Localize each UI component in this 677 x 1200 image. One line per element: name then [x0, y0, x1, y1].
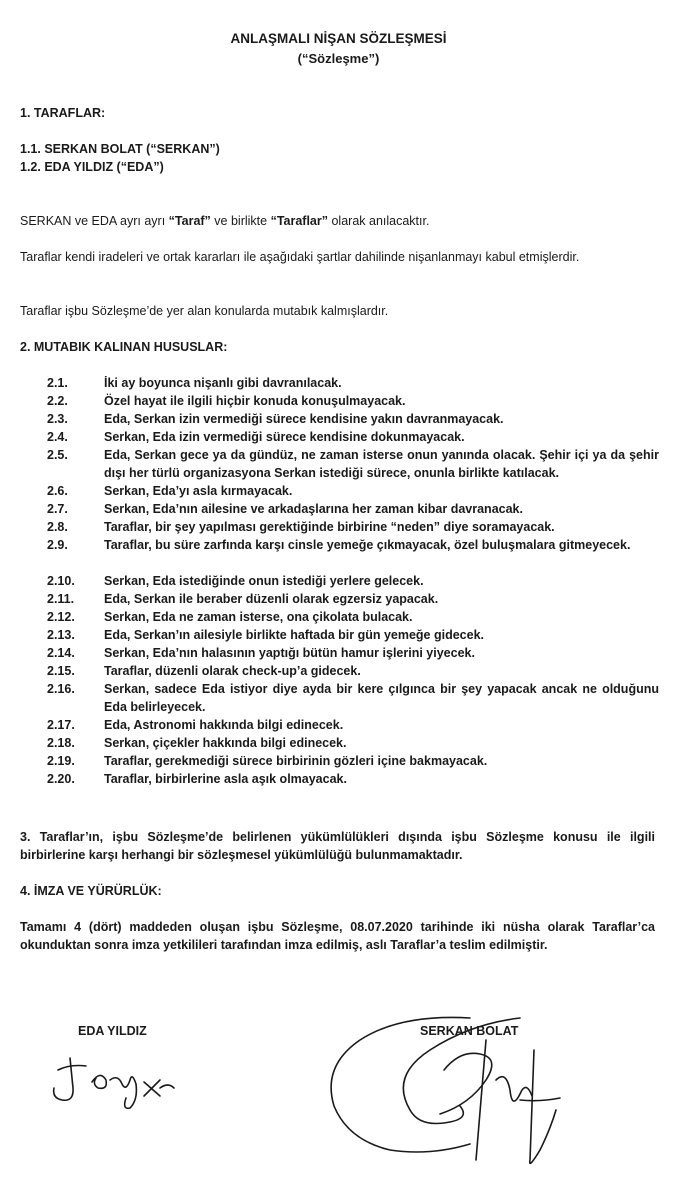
- clause-item: [47, 644, 659, 662]
- clause-text: Eda, Serkan’ın ailesiyle birlikte haftada bir gün yemeğe gidecek.: [104, 628, 485, 642]
- clause-item: [47, 536, 659, 554]
- clause-text: Eda, Astronomi hakkında bilgi edinecek.: [104, 718, 344, 732]
- clause-item: [47, 626, 659, 644]
- clause-number: 2.14.: [47, 646, 75, 660]
- document-subtitle: (“Sözleşme”): [297, 51, 380, 66]
- party-2: 1.2. EDA YILDIZ (“EDA”): [20, 160, 164, 174]
- clause-text: Serkan, Eda izin vermediği sürece kendisine dokunmayacak.: [104, 430, 465, 444]
- clause-item: [47, 428, 659, 446]
- clause-item: [47, 374, 659, 392]
- clause-text: İki ay boyunca nişanlı gibi davranılacak.: [104, 376, 342, 390]
- clause-number: 2.2.: [47, 394, 68, 408]
- definition-text-before: SERKAN ve EDA ayrı ayrı: [20, 214, 169, 228]
- definition-term-taraflar: “Taraflar”: [270, 214, 328, 228]
- clause-item: [47, 446, 659, 482]
- clause-text: Özel hayat ile ilgili hiçbir konuda konuşulmayacak.: [104, 394, 406, 408]
- clause-text: Serkan, çiçekler hakkında bilgi edinecek.: [104, 736, 347, 750]
- agreement-paragraph: Taraflar kendi iradeleri ve ortak kararları ile aşağıdaki şartlar dahilinde nişanlanmayı kabul etmişlerdir.: [20, 250, 580, 264]
- clause-number: 2.20.: [47, 772, 75, 786]
- clause-number: 2.13.: [47, 628, 75, 642]
- clause-number: 2.3.: [47, 412, 68, 426]
- clause-text: Serkan, Eda ne zaman isterse, ona çikolata bulacak.: [104, 610, 413, 624]
- document-title: ANLAŞMALI NİŞAN SÖZLEŞMESİ: [230, 31, 447, 46]
- clause-item: [47, 500, 659, 518]
- clause-text: Serkan, sadece Eda istiyor diye ayda bir kere çılgınca bir şey yapacak ancak ne olduğunu Eda belirleyecek.: [104, 682, 659, 714]
- definition-text-after: olarak anılacaktır.: [328, 214, 430, 228]
- clause-text: Serkan, Eda’nın halasının yaptığı bütün hamur işlerini yiyecek.: [104, 646, 475, 660]
- clause-text: Eda, Serkan izin vermediği sürece kendisine yakın davranmayacak.: [104, 412, 504, 426]
- clause-number: 2.6.: [47, 484, 68, 498]
- parties-definition-paragraph: [20, 212, 655, 230]
- clause-item: [47, 572, 659, 590]
- clause-number: 2.17.: [47, 718, 75, 732]
- clause-item: [47, 410, 659, 428]
- definition-term-taraf: “Taraf”: [168, 214, 211, 228]
- consensus-paragraph: Taraflar işbu Sözleşme’de yer alan konularda mutabık kalmışlardır.: [20, 304, 389, 318]
- clause-item: [47, 734, 659, 752]
- clause-number: 2.9.: [47, 538, 68, 552]
- clause-number: 2.8.: [47, 520, 68, 534]
- clause-item: [47, 392, 659, 410]
- clause-item: [47, 752, 659, 770]
- clause-number: 2.10.: [47, 574, 75, 588]
- clause-number: 2.4.: [47, 430, 68, 444]
- clause-item: [47, 518, 659, 536]
- eda-signature-graphic: [40, 1050, 200, 1120]
- clause-text: Eda, Serkan ile beraber düzenli olarak egzersiz yapacak.: [104, 592, 439, 606]
- clause-item: [47, 680, 659, 716]
- clause-item: [47, 482, 659, 500]
- clause-item: [47, 662, 659, 680]
- clause-text: Taraflar, düzenli olarak check-up’a gidecek.: [104, 664, 361, 678]
- signature-name-eda: EDA YILDIZ: [78, 1024, 147, 1038]
- clause-item: [47, 608, 659, 626]
- clause-number: 2.5.: [47, 448, 68, 462]
- clause-number: 2.16.: [47, 682, 75, 696]
- clause-text: Serkan, Eda’yı asla kırmayacak.: [104, 484, 293, 498]
- signature-name-serkan: SERKAN BOLAT: [420, 1024, 519, 1038]
- clause-text: Taraflar, birbirlerine asla aşık olmayacak.: [104, 772, 347, 786]
- clause-number: 2.15.: [47, 664, 75, 678]
- section-1-heading: 1. TARAFLAR:: [20, 106, 106, 120]
- section-3-paragraph: 3. Taraflar’ın, işbu Sözleşme’de belirlenen yükümlülükleri dışında işbu Sözleşme konusu ile ilgili birbirlerine karşı herhangi bir sözleşmesel yükümlülüğü bulunmamaktadır.: [20, 830, 655, 862]
- clause-number: 2.11.: [47, 592, 75, 606]
- clause-number: 2.19.: [47, 754, 75, 768]
- clause-text: Taraflar, bir şey yapılması gerektiğinde birbirine “neden” diye soramayacak.: [104, 520, 555, 534]
- clause-text: Taraflar, gerekmediği sürece birbirinin gözleri içine bakmayacak.: [104, 754, 488, 768]
- clause-text: Serkan, Eda’nın ailesine ve arkadaşlarına her zaman kibar davranacak.: [104, 502, 523, 516]
- clause-item: [47, 770, 659, 788]
- clause-item: [47, 716, 659, 734]
- clause-text: Serkan, Eda istediğinde onun istediği yerlere gelecek.: [104, 574, 424, 588]
- clause-text: Taraflar, bu süre zarfında karşı cinsle yemeğe çıkmayacak, özel buluşmalara gitmeyecek.: [104, 538, 631, 552]
- clause-text: Eda, Serkan gece ya da gündüz, ne zaman isterse onun yanında olacak. Şehir içi ya da şehir dışı her türlü organizasyona Serkan istediği sürece, onunla birlikte katılacak.: [104, 448, 659, 480]
- clause-number: 2.18.: [47, 736, 75, 750]
- clause-number: 2.7.: [47, 502, 68, 516]
- clause-item: [47, 590, 659, 608]
- party-1: 1.1. SERKAN BOLAT (“SERKAN”): [20, 142, 220, 156]
- serkan-signature-graphic: [320, 1010, 590, 1180]
- section-4-heading: 4. İMZA VE YÜRÜRLÜK:: [20, 884, 162, 898]
- definition-text-middle: ve birlikte: [210, 214, 271, 228]
- clause-number: 2.1.: [47, 376, 68, 390]
- section-2-heading: 2. MUTABIK KALINAN HUSUSLAR:: [20, 340, 228, 354]
- section-4-paragraph: Tamamı 4 (dört) maddeden oluşan işbu Sözleşme, 08.07.2020 tarihinde iki nüsha olarak Taraflar’ca okunduktan sonra imza yetkilileri tarafından imza edilmiş, aslı Taraflar’a teslim edilmiştir.: [20, 920, 655, 952]
- clause-number: 2.12.: [47, 610, 75, 624]
